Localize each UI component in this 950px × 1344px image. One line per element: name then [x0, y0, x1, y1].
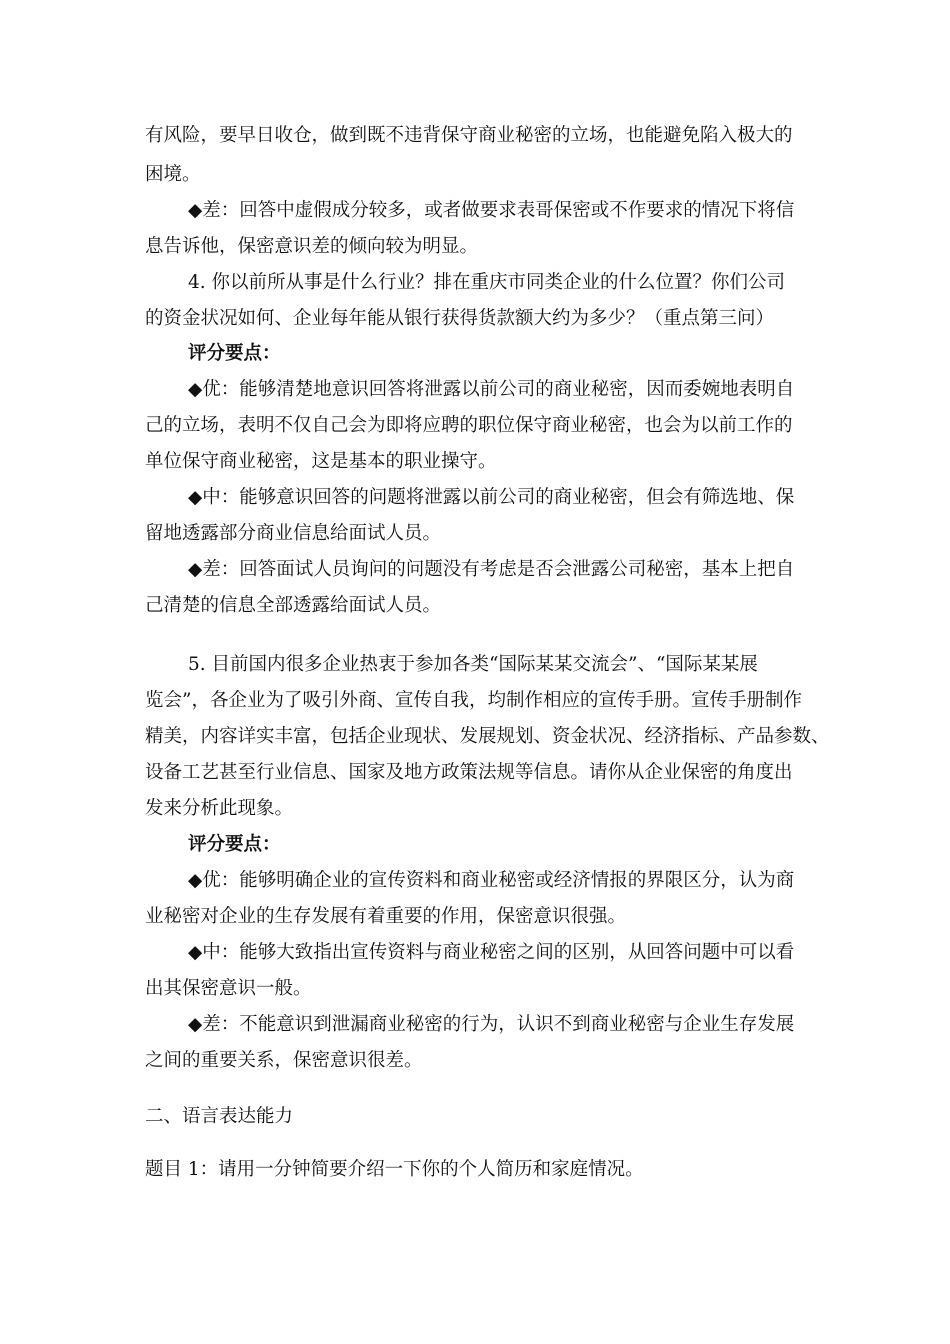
question-5-cont: 精美，内容详实丰富，包括企业现状、发展规划、资金状况、经济指标、产品参数、: [145, 726, 830, 747]
paragraph-line: 单位保守商业秘密，这是基本的职业操守。: [145, 451, 497, 472]
paragraph-line: 出其保密意识一般。: [145, 978, 312, 999]
scoring-heading: 评分要点：: [188, 834, 281, 855]
section-heading: 二、语言表达能力: [145, 1106, 294, 1127]
rating-poor-line: ◆差：不能意识到泄漏商业秘密的行为，认识不到商业秘密与企业生存发展: [188, 1014, 795, 1035]
rating-good-line: ◆优：能够明确企业的宣传资料和商业秘密或经济情报的界限区分，认为商: [188, 870, 795, 891]
paragraph-line: 有风险，要早日收仓，做到既不违背保守商业秘密的立场，也能避免陷入极大的: [145, 125, 793, 146]
paragraph-line: 己的立场，表明不仅自己会为即将应聘的职位保守商业秘密，也会为以前工作的: [145, 415, 793, 436]
paragraph-line: 业秘密对企业的生存发展有着重要的作用，保密意识很强。: [145, 906, 627, 927]
rating-good-line: ◆优：能够清楚地意识回答将泄露以前公司的商业秘密，因而委婉地表明自: [188, 379, 795, 400]
question-5-cont: 览会”，各企业为了吸引外商、宣传自我，均制作相应的宣传手册。宣传手册制作: [145, 690, 802, 711]
rating-poor-line: ◆差：回答面试人员询问的问题没有考虑是否会泄露公司秘密，基本上把自: [188, 559, 795, 580]
rating-medium-line: ◆中：能够意识回答的问题将泄露以前公司的商业秘密，但会有筛选地、保: [188, 487, 795, 508]
paragraph-line: 困境。: [145, 164, 201, 185]
paragraph-line: 己清楚的信息全部透露给面试人员。: [145, 595, 442, 616]
rating-medium-line: ◆中：能够大致指出宣传资料与商业秘密之间的区别，从回答问题中可以看: [188, 942, 795, 963]
question-4-cont: 的资金状况如何、企业每年能从银行获得货款额大约为多少？（重点第三问）: [145, 308, 775, 329]
paragraph-line: 息告诉他，保密意识差的倾向较为明显。: [145, 236, 479, 257]
rating-poor-line: ◆差：回答中虚假成分较多，或者做要求表哥保密或不作要求的情况下将信: [188, 200, 795, 221]
question-4: 4. 你以前所从事是什么行业？排在重庆市同类企业的什么位置？你们公司: [188, 272, 786, 293]
scoring-heading: 评分要点：: [188, 343, 281, 364]
question-5-cont: 发来分析此现象。: [145, 798, 294, 819]
paragraph-line: 留地透露部分商业信息给面试人员。: [145, 523, 442, 544]
paragraph-line: 之间的重要关系，保密意识很差。: [145, 1050, 423, 1071]
question-5: 5. 目前国内很多企业热衷于参加各类“国际某某交流会”、“国际某某展: [188, 654, 758, 675]
question-5-cont: 设备工艺甚至行业信息、国家及地方政策法规等信息。请你从企业保密的角度出: [145, 762, 793, 783]
topic-1: 题目 1：请用一分钟简要介绍一下你的个人简历和家庭情况。: [145, 1159, 644, 1180]
